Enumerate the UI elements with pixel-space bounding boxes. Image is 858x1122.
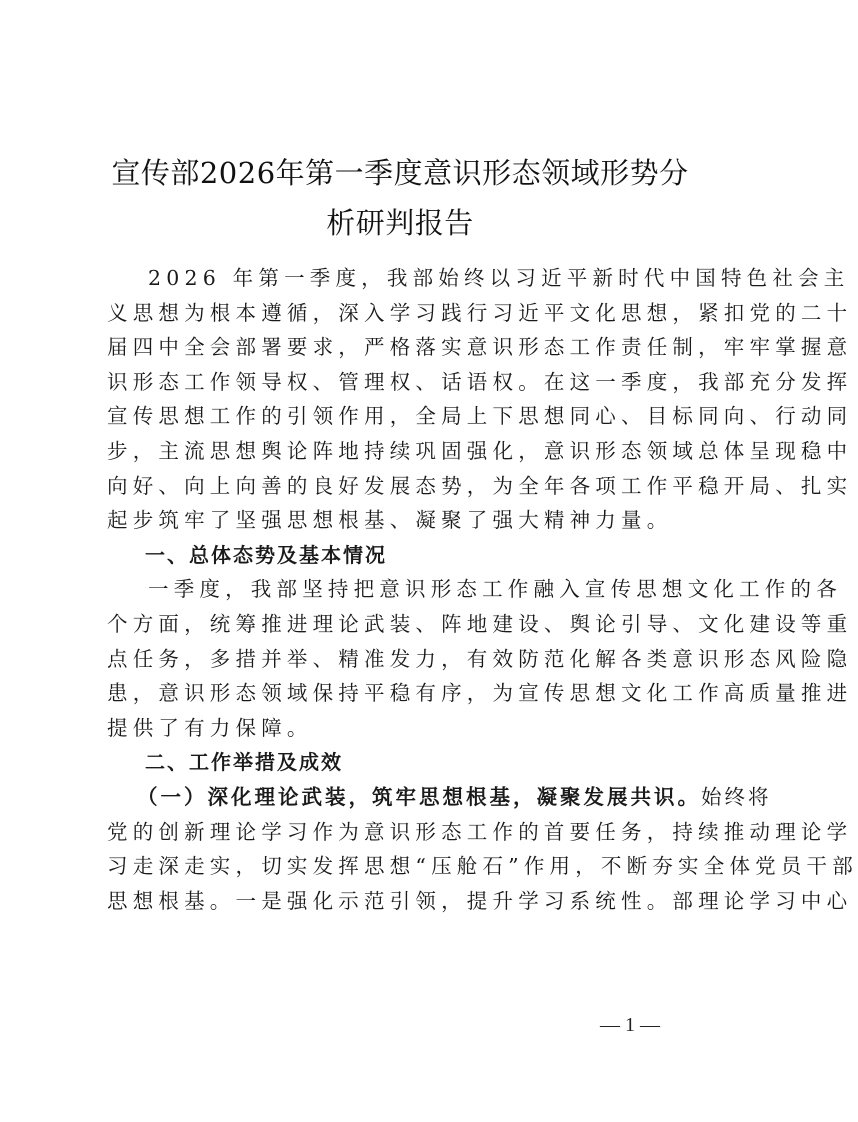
title-line-1: 宣传部2026年第一季度意识形态领域形势分 [111,156,689,190]
text-line: 思想根基。一是强化示范引领，提升学习系统性。部理论学习中心 [107,888,853,913]
section-2-heading: 二、工作举措及成效 [145,750,343,775]
subsection-1-lead: 始终将 [701,784,772,809]
subsection-1-heading: （一）深化理论武装，筑牢思想根基，凝聚发展共识。 [137,784,701,809]
text-line: 义思想为根本遵循，深入学习践行习近平文化思想，紧扣党的二十 [107,300,853,325]
text-line: 一季度，我部坚持把意识形态工作融入宣传思想文化工作的各 [148,577,842,602]
text-line: 点任务，多措并举、精准发力，有效防范化解各类意识形态风险隐 [107,646,853,671]
document-title [100,148,700,248]
text-line: 个方面，统筹推进理论武装、阵地建设、舆论引导、文化建设等重 [107,611,853,636]
text-line: 届四中全会部署要求，严格落实意识形态工作责任制，牢牢掌握意 [107,335,853,360]
text-line: 患，意识形态领域保持平稳有序，为宣传思想文化工作高质量推进 [107,681,853,706]
section-1-heading: 一、总体态势及基本情况 [145,542,387,567]
text-line: 宣传思想工作的引领作用，全局上下思想同心、目标同向、行动同 [107,404,853,429]
text-line: 党的创新理论学习作为意识形态工作的首要任务，持续推动理论学 [107,819,853,844]
text-line: 习走深走实，切实发挥思想“压舱石”作用，不断夯实全体党员干部 [107,854,858,879]
section-1-paragraph [107,572,853,745]
document-body [107,261,858,918]
text-line [107,780,772,815]
text-line: 步，主流思想舆论阵地持续巩固强化，意识形态领域总体呈现稳中 [107,438,853,463]
text-line: 识形态工作领导权、管理权、话语权。在这一季度，我部充分发挥 [107,369,853,394]
intro-paragraph [107,261,853,538]
text-line: 起步筑牢了坚强思想根基、凝聚了强大精神力量。 [107,508,673,533]
page-number: — 1 — [600,1014,660,1036]
text-line: 提供了有力保障。 [107,715,313,740]
subsection-1-paragraph [107,780,858,918]
text-line: 向好、向上向善的良好发展态势，为全年各项工作平稳开局、扎实 [107,473,853,498]
title-line-2: 析研判报告 [326,206,474,240]
text-line: 2026 年第一季度，我部始终以习近平新时代中国特色社会主 [148,266,850,290]
